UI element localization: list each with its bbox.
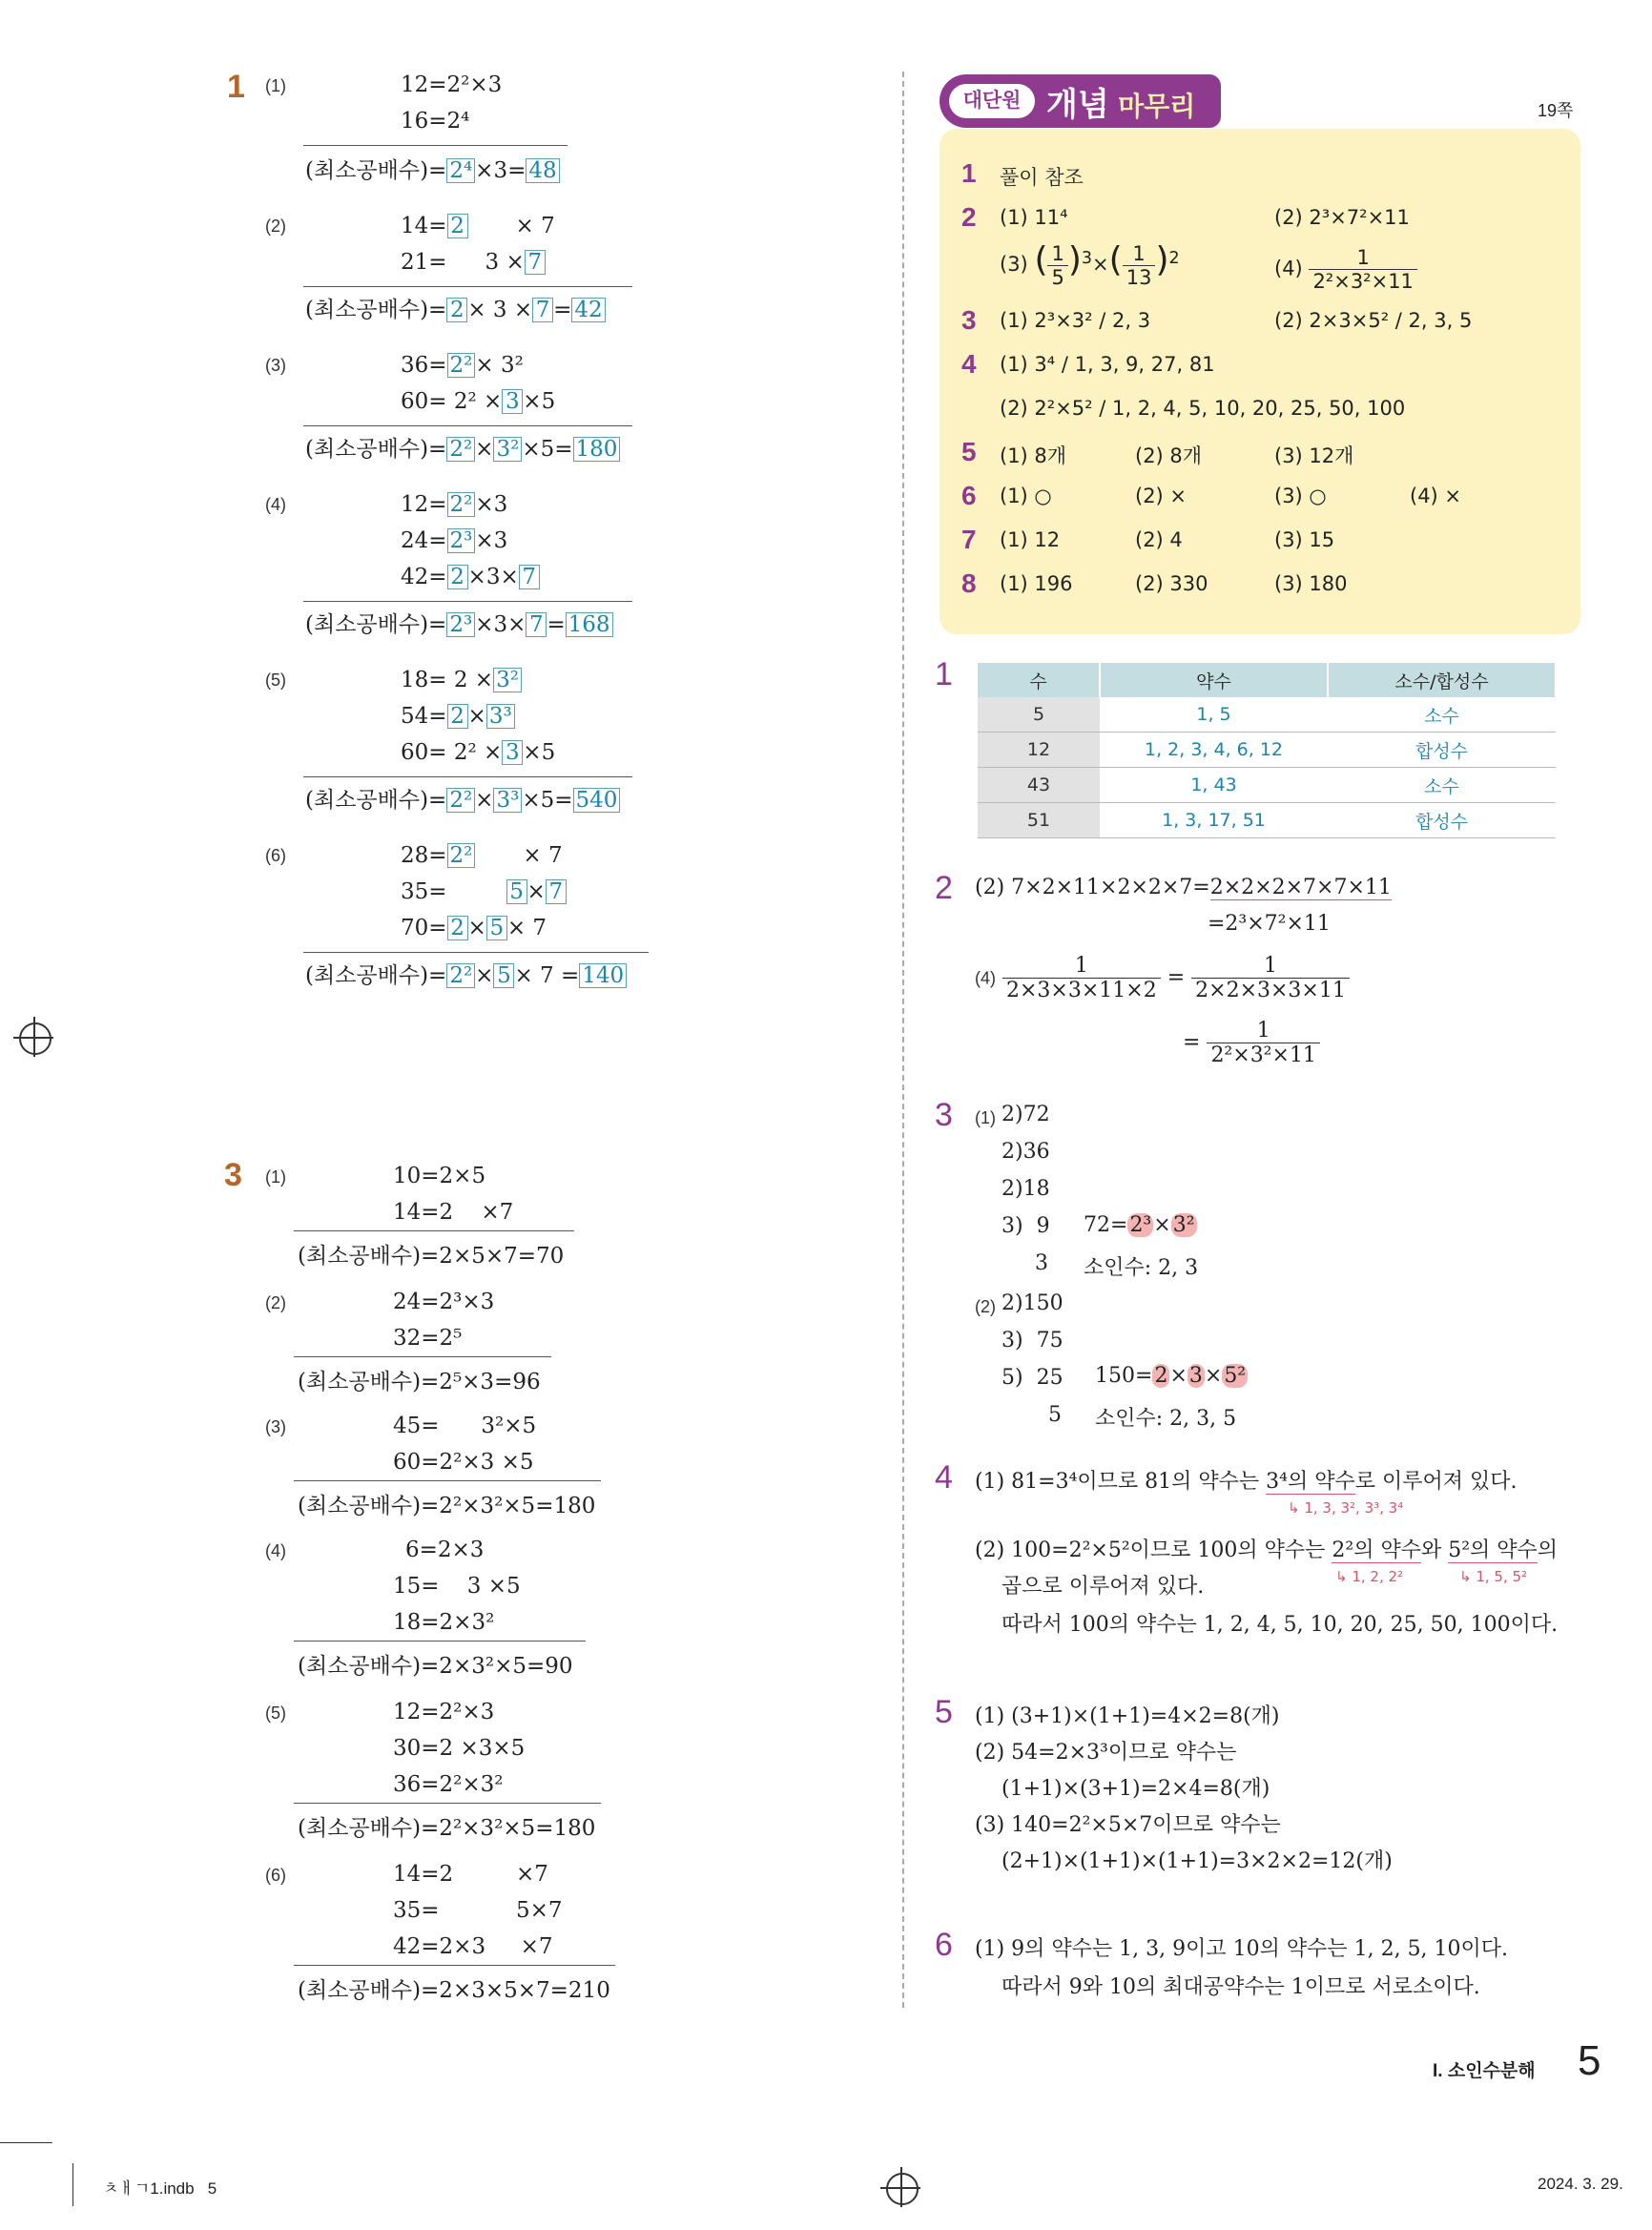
concept-summary-box — [940, 129, 1580, 634]
sol4-note2: ↳ 1, 2, 2² — [1335, 1568, 1404, 1585]
p1-1-lcm: (최소공배수)= 2⁴ ×3= 48 — [305, 153, 560, 184]
p3-2-rule — [294, 1356, 551, 1357]
p1-6-line3: 70= 2 × 5 × 7 — [401, 916, 547, 940]
p3-5-lcm: (최소공배수)=2²×3²×5=180 — [298, 1816, 596, 1841]
concept-row-item: (3) ○ — [1274, 485, 1327, 507]
chapter-label: I. 소인수분해 — [1433, 2061, 1536, 2081]
p1-2-rule — [303, 286, 632, 287]
p1-6-line1: 28= 2² × 7 — [401, 843, 563, 868]
p1-5-line2: 54= 2 × 3³ — [401, 704, 515, 729]
sol3-b-prime-factors: 소인수: 2, 3, 5 — [1095, 1407, 1237, 1431]
concept-row-item: (1) 11⁴ — [1000, 206, 1068, 229]
p3-6-rule — [294, 1965, 615, 1966]
p3-6-line1: 14=2 ×7 — [393, 1862, 548, 1887]
concept-row-number: 1 — [961, 158, 977, 188]
p3-2-line1: 24=2³×3 — [393, 1290, 495, 1314]
sol3-a-div2: 2)36 — [1002, 1140, 1050, 1164]
concept-row-item: (2) 2×3×5² / 2, 3, 5 — [1274, 309, 1473, 332]
p1-1-rule — [303, 145, 568, 146]
p1-5-rule — [303, 776, 632, 777]
p1-5-label: (5) — [265, 671, 286, 690]
problem-3-number: 3 — [224, 1157, 242, 1193]
sol3-a-div1: 2)72 — [1002, 1103, 1050, 1126]
p1-4-line3: 42= 2 ×3× 7 — [401, 565, 540, 589]
p1-2-label: (2) — [265, 217, 286, 236]
p1-4-label: (4) — [265, 495, 286, 514]
p1-3-rule — [303, 425, 632, 426]
concept-row-item: (4) × — [1410, 485, 1462, 507]
p1-5-line3: 60= 2² × 3 ×5 — [401, 740, 556, 765]
p3-3-rule — [294, 1480, 601, 1481]
p3-6-label: (6) — [265, 1866, 286, 1885]
sol3-b-result: 150=2×3×5² — [1095, 1364, 1247, 1388]
p1-6-lcm: (최소공배수)= 2² × 5 × 7 = 140 — [305, 958, 627, 989]
p1-1-line1: 12=2²×3 — [401, 72, 503, 97]
concept-row-item: (1) ○ — [1000, 485, 1052, 507]
concept-row-number: 2 — [961, 202, 977, 232]
p3-5-line2: 30=2 ×3×5 — [393, 1736, 526, 1761]
p1-2-lcm: (최소공배수)= 2 × 3 × 7 = 42 — [305, 292, 606, 323]
sol3-a-div4: 3) 9 — [1002, 1214, 1050, 1238]
page-ref: 19쪽 — [1538, 101, 1574, 120]
unit-tab: 대단원 — [949, 84, 1035, 118]
p1-6-rule — [303, 952, 649, 953]
p1-4-rule — [303, 601, 632, 602]
p3-4-lcm: (최소공배수)=2×3²×5=90 — [298, 1654, 573, 1679]
sol4-note3: ↳ 1, 5, 5² — [1459, 1568, 1528, 1585]
concept-row-item: (3) 12개 — [1274, 444, 1354, 467]
p1-1-line2: 16=2⁴ — [401, 109, 470, 134]
p3-2-line2: 32=2⁵ — [393, 1326, 463, 1351]
sol4-line3: 곱으로 이루어져 있다. — [1002, 1575, 1205, 1599]
p1-1-label: (1) — [265, 76, 286, 95]
p1-3-line1: 36= 2² × 3² — [401, 353, 524, 378]
concept-row-item: (2) 330 — [1135, 572, 1208, 595]
concept-row-number: 7 — [961, 525, 977, 554]
concept-row-item: (2) 4 — [1135, 528, 1183, 551]
p1-2-line2: 21= 3 × 7 — [401, 250, 546, 275]
sol4-note1: ↳ 1, 3, 3², 3³, 3⁴ — [1288, 1499, 1404, 1517]
sol5-line4: (3) 140=2²×5×7이므로 약수는 — [975, 1813, 1281, 1837]
p3-5-line1: 12=2²×3 — [393, 1700, 495, 1724]
p1-3-lcm: (최소공배수)= 2² × 3² ×5= 180 — [305, 431, 620, 463]
p3-1-line1: 10=2×5 — [393, 1164, 486, 1188]
concept-row-2-4: (4) $\frac{1}{\text{2²×3²×11}}$ — [1274, 246, 1417, 293]
sol5-line1: (1) (3+1)×(1+1)=4×2=8(개) — [975, 1704, 1280, 1728]
solution-2-number: 2 — [935, 870, 953, 906]
concept-title: 개념 마무리 — [1046, 87, 1196, 123]
sol4-line1: (1) 81=3⁴이므로 81의 약수는 3⁴의 약수로 이루어져 있다. — [975, 1470, 1518, 1494]
p1-3-label: (3) — [265, 356, 286, 375]
p3-1-rule — [294, 1230, 574, 1231]
concept-badge — [940, 74, 1221, 128]
p3-6-lcm: (최소공배수)=2×3×5×7=210 — [298, 1978, 610, 2003]
p1-4-lcm: (최소공배수)= 2³ ×3× 7 = 168 — [305, 607, 613, 638]
p3-3-lcm: (최소공배수)=2²×3²×5=180 — [298, 1494, 596, 1518]
solution-3-number: 3 — [935, 1097, 953, 1133]
sol2-line2: =2³×7²×11 — [1208, 912, 1331, 936]
p1-5-line1: 18= 2 × 3² — [401, 668, 522, 692]
table-header: 수 — [978, 663, 1100, 697]
divisor-table — [978, 663, 1557, 838]
concept-row-2-3: (3) ( $\frac{1}{5}$ )$^3$×( $\frac{1}{13}$ )$^2$ — [1000, 240, 1180, 289]
table-header: 소수/합성수 — [1328, 663, 1556, 697]
table-row: 5 1, 5 소수 — [978, 697, 1556, 733]
p1-6-label: (6) — [265, 846, 286, 865]
sol3-a-prime-factors: 소인수: 2, 3 — [1084, 1256, 1199, 1280]
sol2-frac-result: = $\frac{1}{\text{2²×3²×11}}$ — [1183, 1019, 1320, 1067]
p3-5-label: (5) — [265, 1703, 286, 1723]
p1-4-line2: 24= 2³ ×3 — [401, 528, 508, 553]
p3-3-label: (3) — [265, 1417, 286, 1436]
p3-3-line1: 45= 3²×5 — [393, 1414, 537, 1438]
table-row: 51 1, 3, 17, 51 합성수 — [978, 803, 1556, 838]
file-name: ㅊㅐㄱ1.indb 5 — [103, 2179, 217, 2198]
crop-mark — [72, 2163, 73, 2206]
p1-6-line2: 35= 5 × 7 — [401, 879, 567, 904]
concept-row-number: 8 — [961, 568, 977, 598]
sol5-line2: (2) 54=2×3³이므로 약수는 — [975, 1741, 1237, 1765]
sol3-a-div5: 3 — [1002, 1251, 1048, 1275]
concept-row-item: (3) 180 — [1274, 572, 1348, 595]
p3-5-rule — [294, 1803, 601, 1804]
sol2-line1: (2) 7×2×11×2×2×7=2×2×2×7×7×11 — [975, 876, 1392, 899]
print-date: 2024. 3. 29. — [1538, 2175, 1623, 2193]
p3-1-lcm: (최소공배수)=2×5×7=70 — [298, 1244, 565, 1269]
table-row: 12 1, 2, 3, 4, 6, 12 합성수 — [978, 733, 1556, 768]
sol6-line2: 따라서 9와 10의 최대공약수는 1이므로 서로소이다. — [1002, 1975, 1480, 1999]
column-divider — [902, 72, 904, 2008]
concept-row-item: (3) 15 — [1274, 528, 1335, 551]
solution-5-number: 5 — [935, 1694, 953, 1730]
p3-1-line2: 14=2 ×7 — [393, 1200, 514, 1225]
p3-6-line2: 35= 5×7 — [393, 1898, 563, 1923]
p1-5-lcm: (최소공배수)= 2² × 3³ ×5= 540 — [305, 782, 620, 814]
p3-6-line3: 42=2×3 ×7 — [393, 1934, 553, 1959]
concept-row-number: 5 — [961, 437, 977, 466]
concept-row-number: 4 — [961, 349, 977, 379]
concept-row-number: 6 — [961, 481, 977, 510]
sol5-line5: (2+1)×(1+1)×(1+1)=3×2×2=12(개) — [1002, 1849, 1393, 1873]
sol3-b-div1: 2)150 — [1002, 1291, 1063, 1315]
concept-row-item: (2) 2²×5² / 1, 2, 4, 5, 10, 20, 25, 50, 100 — [1000, 397, 1406, 420]
crop-mark — [0, 2142, 52, 2143]
p3-4-line3: 18=2×3² — [393, 1610, 495, 1635]
p3-2-lcm: (최소공배수)=2⁵×3=96 — [298, 1370, 541, 1394]
sol4-line2: (2) 100=2²×5²이므로 100의 약수는 2²의 약수와 5²의 약수의 — [975, 1538, 1559, 1562]
concept-row-item: (1) 2³×3² / 2, 3 — [1000, 309, 1151, 332]
p3-4-label: (4) — [265, 1541, 286, 1560]
p3-4-rule — [294, 1641, 586, 1642]
sol3-b-div2: 3) 75 — [1002, 1329, 1063, 1352]
concept-row-number: 3 — [961, 305, 977, 335]
sol3-b-label: (2) — [975, 1297, 996, 1316]
p3-4-line2: 15= 3 ×5 — [393, 1574, 521, 1599]
solution-1-number: 1 — [935, 656, 953, 692]
concept-row-item: (2) 2³×7²×11 — [1274, 206, 1410, 229]
p3-4-line1: 6=2×3 — [405, 1538, 485, 1562]
solution-4-number: 4 — [935, 1459, 953, 1496]
page-number: 5 — [1578, 2037, 1601, 2084]
registration-mark-icon — [886, 2173, 919, 2205]
p1-4-line1: 12= 2² ×3 — [401, 492, 508, 517]
sol4-line4: 따라서 100의 약수는 1, 2, 4, 5, 10, 20, 25, 50, 100이다. — [1002, 1613, 1559, 1637]
concept-row-item: (1) 196 — [1000, 572, 1073, 595]
sol5-line3: (1+1)×(3+1)=2×4=8(개) — [1002, 1777, 1270, 1801]
sol6-line1: (1) 9의 약수는 1, 3, 9이고 10의 약수는 1, 2, 5, 10이다. — [975, 1937, 1509, 1961]
concept-row-item: (1) 3⁴ / 1, 3, 9, 27, 81 — [1000, 353, 1215, 376]
table-header: 약수 — [1100, 663, 1328, 697]
sol3-a-div3: 2)18 — [1002, 1177, 1050, 1201]
p1-2-line1: 14= 2 × 7 — [401, 214, 555, 238]
p3-2-label: (2) — [265, 1293, 286, 1312]
concept-row-item: (1) 8개 — [1000, 444, 1067, 467]
sol3-b-div3: 5) 25 — [1002, 1366, 1063, 1390]
concept-row-item: (2) 8개 — [1135, 444, 1203, 467]
sol2-frac-line: (4) $\frac{1}{2\times 3\times 3\times 11\times 2}$ = $\frac{1}{2\times 2\times 3\times 3\times 11}$ — [975, 954, 1350, 1002]
concept-row-item: (1) 12 — [1000, 528, 1061, 551]
sol3-a-label: (1) — [975, 1108, 996, 1127]
p3-5-line3: 36=2²×3² — [393, 1772, 504, 1797]
registration-mark-icon — [19, 1022, 52, 1055]
table-row: 43 1, 43 소수 — [978, 768, 1556, 803]
p3-3-line2: 60=2²×3 ×5 — [393, 1450, 534, 1475]
p3-1-label: (1) — [265, 1167, 286, 1187]
sol3-b-div4: 5 — [1002, 1403, 1062, 1427]
problem-1-number: 1 — [227, 69, 245, 105]
concept-row-item: (2) × — [1135, 485, 1187, 507]
sol3-a-result: 72=2³×3² — [1084, 1213, 1195, 1237]
solution-6-number: 6 — [935, 1927, 953, 1963]
p1-3-line2: 60= 2² × 3 ×5 — [401, 389, 556, 414]
concept-row-item: 풀이 참조 — [1000, 166, 1084, 189]
